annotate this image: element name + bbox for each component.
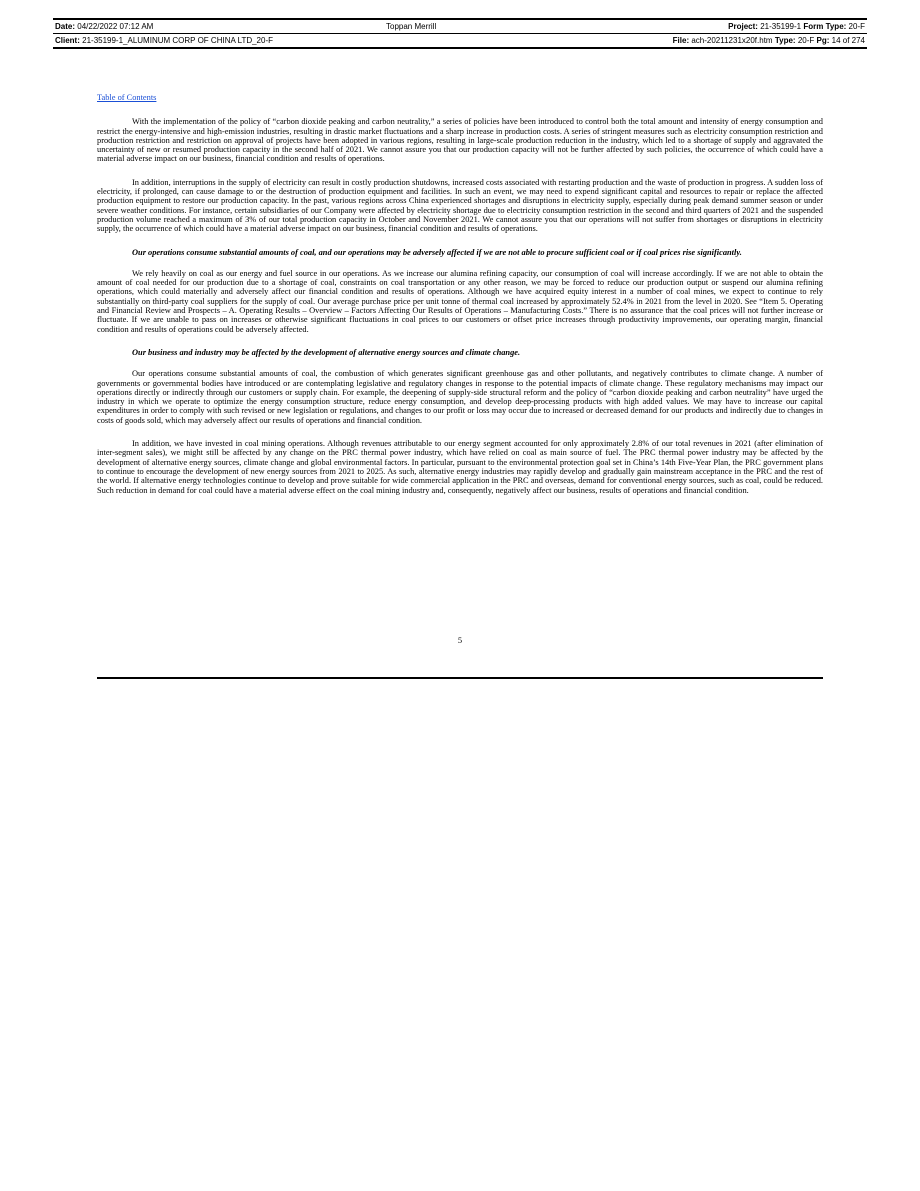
risk-heading-coal-supply: Our operations consume substantial amounts of coal, and our operations may be adversely affected if we are not able to procure sufficient coal or if coal prices rise significantly.	[132, 247, 742, 257]
paragraph-carbon-policy: With the implementation of the policy of “carbon dioxide peaking and carbon neutrality,” a series of policies have been introduced to control both the total amount and intensity of energy consumption and restrict the energy-intensive and high-emission industries, resulting in drastic market fluctuations and a sharp increase in production costs. A series of stringent measures such as electricity consumption restriction and production restriction and restriction on approval of projects have been adopted in various regions, resulting in large-scale production reduction in the industry, which led to a shortage of supply and aggravated the uncertainty of new or resumed production capacity in the second half of 2021. We cannot assure you that our production capacity will not be further affected by such policies, the occurrence of which could have a material adverse impact on our business, financial condition and results of operations.	[97, 117, 823, 164]
filing-header-row-2	[53, 33, 867, 47]
header-file: File: ach-20211231x20f.htm Type: 20-F Pg: 14 of 274	[672, 36, 865, 45]
filing-header-row-1	[53, 20, 867, 33]
page-bottom-rule	[97, 677, 823, 679]
header-project: Project: 21-35199-1 Form Type: 20-F	[728, 22, 865, 31]
header-date: Date: 04/22/2022 07:12 AM	[55, 22, 154, 31]
risk-heading-alternative-energy: Our business and industry may be affected by the development of alternative energy sources and climate change.	[132, 347, 521, 357]
paragraph-coal-mining: In addition, we have invested in coal mining operations. Although revenues attributable to our energy segment accounted for only approximately 2.8% of our total revenues in 2021 (after elimination of inter-segment sales), we might still be affected by any change on the PRC thermal power industry, which have relied on coal as main source of fuel. The PRC thermal power industry may be affected by the development of alternative energy sources, climate change and global environmental factors. In particular, pursuant to the environmental protection goal set in China’s 14th Five-Year Plan, the PRC government plans to continue to encourage the development of new energy sources from 2021 to 2025. As such, alternative energy industries may rapidly develop and gradually gain mainstream acceptance in the PRC and the rest of the world. If alternative energy technologies continue to develop and prove suitable for wide commercial application in the PRC and overseas, demand for conventional energy sources, such as coal, could be reduced. Such reduction in demand for coal could have a material adverse effect on the coal mining industry and, consequently, negatively affect our business, results of operations and financial condition.	[97, 439, 823, 495]
filing-header	[53, 18, 867, 49]
header-client: Client: 21-35199-1_ALUMINUM CORP OF CHINA LTD_20-F	[55, 36, 273, 45]
paragraph-electricity-supply: In addition, interruptions in the supply of electricity can result in costly production shutdowns, increased costs associated with restarting production and the waste of production in progress. A sudden loss of electricity, if prolonged, can cause damage to or the destruction of production equipment and facilities. In such an event, we may need to expend significant capital and resources to repair or replace the affected production equipment to restore our production capacity. In the past, various regions across China experienced shortages and disruptions in electricity supply, especially during peak demand summer season or under severe weather conditions. For instance, certain subsidiaries of our Company were affected by electricity shortage due to electricity consumption restriction in the second and third quarters of 2021 and the suspended production volume reached a maximum of 3% of our total production capacity in October and November 2021. We cannot assure you that our operations will not suffer from shortages or disruptions in electricity supply, the occurrence of which could have a material adverse impact on our business, financial condition and results of operations.	[97, 177, 823, 234]
header-vendor: Toppan Merrill	[386, 22, 437, 31]
table-of-contents-link[interactable]: Table of Contents	[97, 93, 157, 102]
paragraph-coal-reliance: We rely heavily on coal as our energy and fuel source in our operations. As we increase our alumina refining capacity, our consumption of coal will increase accordingly. If we are not able to obtain the amount of coal needed for our production due to a shortage of coal, constraints on coal transportation or any other reason, we may be forced to reduce our production output or suspend our alumina refining operations, which could materially and adversely affect our financial condition and results of operations. Although we have acquired equity interest in a number of coal mines, we expect to continue to rely substantially on third-party coal suppliers for the supply of coal. Our average purchase price per unit tonne of thermal coal increased by approximately 52.4% in 2021 from the level in 2020. See “Item 5. Operating and Financial Review and Prospects – A. Operating Results – Overview – Factors Affecting Our Results of Operations – Manufacturing Costs.” There is no assurance that the coal prices will not further increase or fluctuate. If we are unable to pass on increases or otherwise significant fluctuations in coal prices to our customers or offset price increases through productivity improvements, our operating margin, financial condition and results of operations could be adversely affected.	[97, 268, 823, 334]
paragraph-climate-change: Our operations consume substantial amounts of coal, the combustion of which generates significant greenhouse gas and other pollutants, and negatively contributes to climate change. A number of governments or governmental bodies have introduced or are contemplating legislative and regulatory changes in response to the potential impacts of climate change. These regulatory mechanisms may impact our operations directly or indirectly through our customers or supply chain. For example, the deepening of supply-side structural reform and the policy of “carbon dioxide peaking and carbon neutrality” have urged the industry in which we operate to optimize the energy consumption structure, reduce energy consumption, and develop deep-processing products with high added values. We may have to increase our capital expenditures in order to comply with such revised or new legislation or regulations, and changes to our profit or loss may occur due to increased or decreased demand for our products and indirectly due to changes in costs of goods sold, which may adversely affect our results of operations and financial condition.	[97, 369, 823, 425]
document-body	[97, 93, 823, 509]
page-number: 5	[457, 636, 463, 645]
